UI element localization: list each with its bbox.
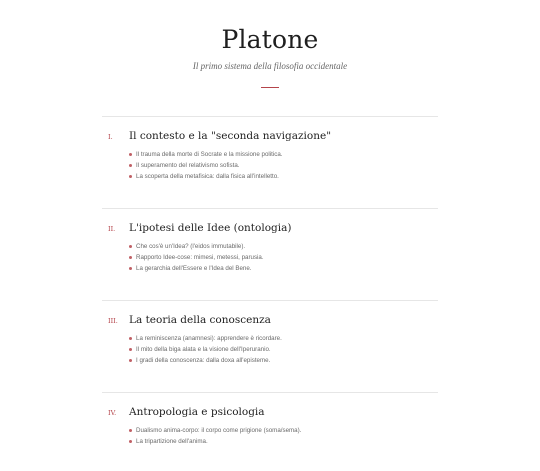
bullet-icon <box>129 429 132 432</box>
bullet-icon <box>129 256 132 259</box>
section-numeral: II. <box>108 225 116 233</box>
page-title: Platone <box>221 25 319 54</box>
list-item <box>129 436 438 447</box>
list-item-text: Che cos'è un'Idea? (l'eidos immutabile). <box>136 243 246 250</box>
list-item <box>129 355 438 366</box>
section-heading <box>102 222 438 234</box>
list-item <box>129 149 438 160</box>
list-item-text: Rapporto Idee-cose: mimesi, metessi, parusia. <box>136 254 264 261</box>
list-item <box>129 252 438 263</box>
list-item <box>129 263 438 274</box>
list-item <box>129 344 438 355</box>
section-title: Antropologia e psicologia <box>129 406 265 418</box>
sections-list <box>102 116 438 471</box>
page-header <box>0 0 540 88</box>
section-title: Il contesto e la "seconda navigazione" <box>129 130 332 142</box>
list-item-text: I gradi della conoscenza: dalla doxa all'episteme. <box>136 357 271 364</box>
bullet-icon <box>129 348 132 351</box>
list-item-text: La tripartizione dell'anima. <box>136 438 208 445</box>
bullet-icon <box>129 245 132 248</box>
section-heading <box>102 130 438 142</box>
list-item-text: Il trauma della morte di Socrate e la missione politica. <box>136 151 283 158</box>
section-numeral: I. <box>108 133 113 141</box>
section-heading <box>102 406 438 418</box>
bullet-icon <box>129 267 132 270</box>
section-title: La teoria della conoscenza <box>129 314 271 326</box>
section-2 <box>102 208 438 287</box>
list-item <box>129 425 438 436</box>
bullet-icon <box>129 164 132 167</box>
list-item-text: Il mito della biga alata e la visione dell'Iperuranio. <box>136 346 271 353</box>
list-item-text: Il superamento del relativismo sofista. <box>136 162 240 169</box>
list-item-text: Dualismo anima-corpo: il corpo come prigione (soma/sema). <box>136 427 302 434</box>
bullet-icon <box>129 337 132 340</box>
list-item-text: La scoperta della metafisica: dalla fisica all'intelletto. <box>136 173 279 180</box>
bullet-icon <box>129 359 132 362</box>
bullet-list <box>102 333 438 366</box>
list-item <box>129 241 438 252</box>
bullet-list <box>102 425 438 447</box>
section-4 <box>102 392 438 471</box>
page-subtitle: Il primo sistema della filosofia occidentale <box>192 61 348 71</box>
section-numeral: III. <box>108 317 118 325</box>
bullet-icon <box>129 175 132 178</box>
bullet-list <box>102 241 438 274</box>
list-item <box>129 171 438 182</box>
list-item <box>129 160 438 171</box>
list-item <box>129 333 438 344</box>
bullet-icon <box>129 153 132 156</box>
accent-divider <box>261 87 279 88</box>
section-title: L'ipotesi delle Idee (ontologia) <box>129 222 292 234</box>
bullet-list <box>102 149 438 182</box>
section-numeral: IV. <box>108 409 117 417</box>
list-item-text: La gerarchia dell'Essere e l'Idea del Bene. <box>136 265 252 272</box>
section-1 <box>102 116 438 195</box>
section-3 <box>102 300 438 379</box>
list-item-text: La reminiscenza (anamnesi): apprendere è ricordare. <box>136 335 282 342</box>
bullet-icon <box>129 440 132 443</box>
section-heading <box>102 314 438 326</box>
